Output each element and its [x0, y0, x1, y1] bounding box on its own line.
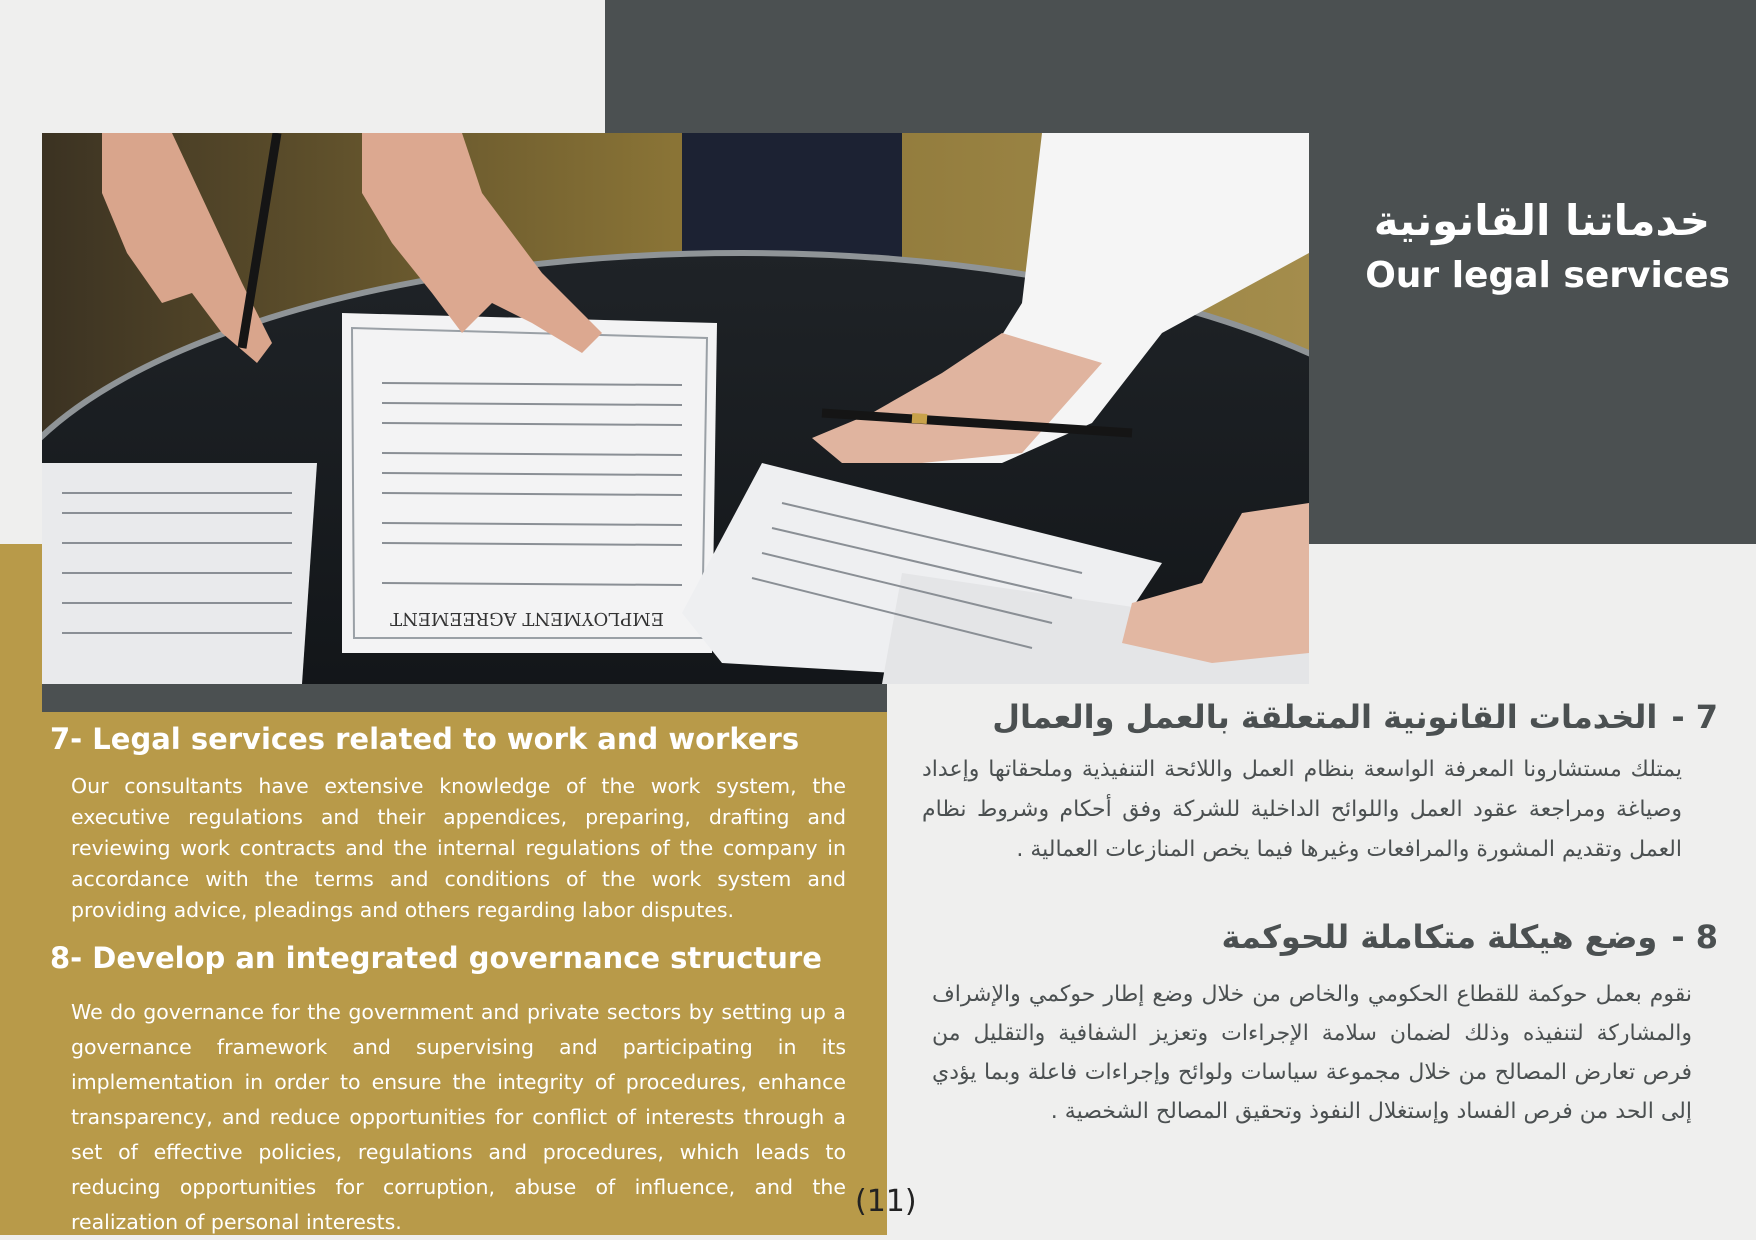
section-7-title-ar	[992, 698, 1718, 736]
section-7-number-ar: 7 -	[1671, 698, 1718, 736]
section-7-body-en: Our consultants have extensive knowledge of the work system, the executive regulations and their appendices, preparing, drafting and reviewing work contracts and the internal regulations of the company in accordance with the terms and conditions of the work system and providing advice, pleadings and others regarding labor disputes.	[71, 774, 846, 922]
section-8-body-ar: نقوم بعمل حوكمة للقطاع الحكومي والخاص من خلال وضع إطار حوكمي والإشراف والمشاركة لتنفيذه وذلك لضمان سلامة الإجراءات وتعزيز الشفافية والتقليل من فرص تعارض المصالح من خلال مجموعة سياسات ولوائح وإجراءات فاعلة وبما يؤدي إلى الحد من فرص الفساد وإستغلال النفوذ وتحقيق المصالح الشخصية .	[932, 982, 1692, 1124]
photo-bottom-strip	[42, 684, 887, 712]
section-8-title-ar	[1221, 918, 1718, 956]
section-7-body-ar: يمتلك مستشارونا المعرفة الواسعة بنظام العمل واللائحة التنفيذية وملحقاتها وإعداد وصياغة ومراجعة عقود العمل واللوائح الداخلية للشركة وفق أحكام وشروط نظام العمل وتقديم المشورة والمرافعات وغيرها فيما يخص المنازعات العمالية .	[922, 757, 1682, 862]
section-7-title-en: 7- Legal services related to work and workers	[50, 722, 800, 756]
section-8-title-ar-text: وضع هيكلة متكاملة للحوكمة	[1221, 918, 1658, 956]
section-8-body-en: We do governance for the government and private sectors by setting up a governance framework and supervising and participating in its implementation in order to ensure the integrity of procedures, enhance transparency, and reduce opportunities for conflict of interests through a set of effective policies, regulations and procedures, which leads to reducing opportunities for corruption, abuse of influence, and the realization of personal interests.	[71, 1000, 846, 1234]
page-number: (11)	[855, 1184, 917, 1219]
section-8-number-ar: 8 -	[1671, 918, 1718, 956]
section-8-title-en: 8- Develop an integrated governance structure	[50, 941, 822, 975]
section-7-title-ar-text: الخدمات القانونية المتعلقة بالعمل والعمال	[992, 698, 1658, 736]
page-title-english: Our legal services	[1365, 255, 1730, 296]
photo-illustration	[42, 133, 1309, 684]
page-title-arabic: خدماتنا القانونية	[1373, 196, 1710, 245]
contract-signing-photo	[42, 133, 1309, 684]
photo-document-title: EMPLOYMENT AGREEMENT	[390, 608, 664, 629]
